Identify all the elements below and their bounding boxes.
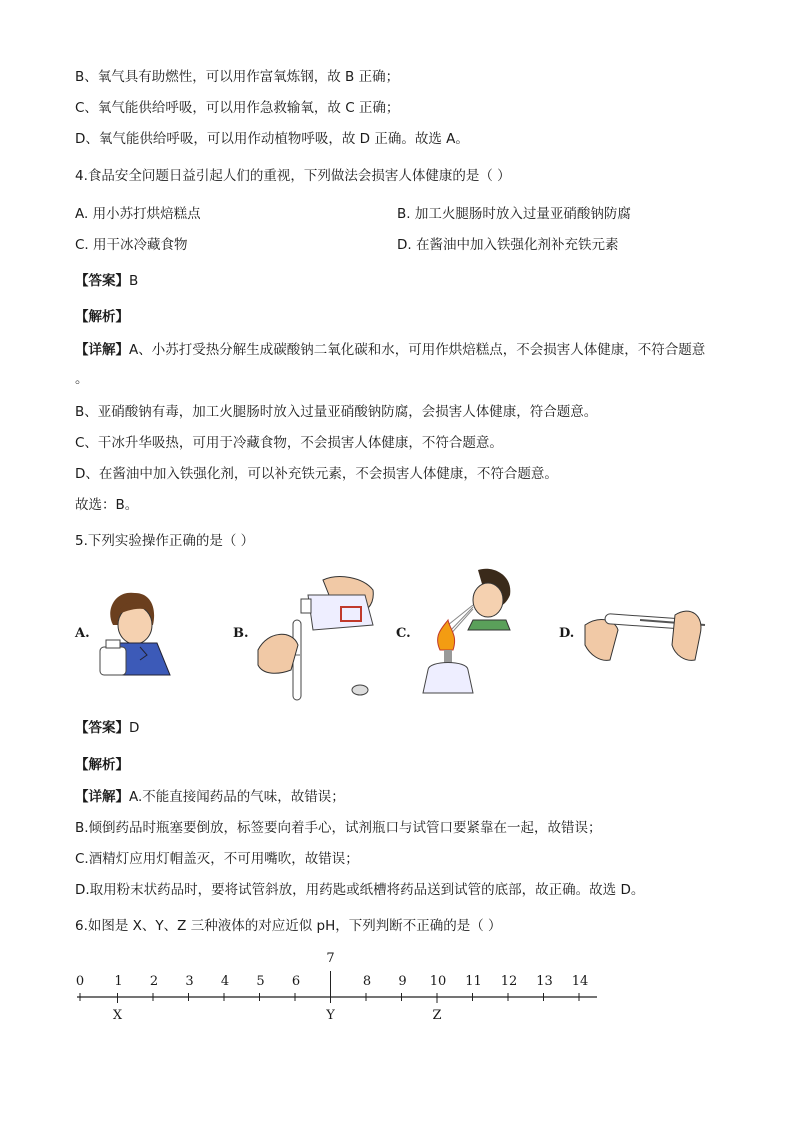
answer-value: D bbox=[129, 720, 140, 736]
detail-line bbox=[75, 341, 705, 359]
answer-value: B bbox=[129, 273, 139, 289]
question-5: 5.下列实验操作正确的是（ ） bbox=[75, 533, 255, 549]
detail-line: B、亚硝酸钠有毒，加工火腿肠时放入过量亚硝酸钠防腐，会损害人体健康，符合题意。 bbox=[75, 404, 598, 420]
option-c: C. 用干冰冷藏食物 bbox=[75, 237, 188, 253]
detail-line: 故选：B。 bbox=[75, 497, 139, 513]
ph-tick-label: 14 bbox=[571, 974, 589, 989]
option-b: B. 加工火腿肠时放入过量亚硝酸钠防腐 bbox=[397, 206, 631, 222]
question-6: 6.如图是 X、Y、Z 三种液体的对应近似 pH，下列判断不正确的是（ ） bbox=[75, 918, 502, 934]
text-line: B、氧气具有助燃性，可以用作富氧炼钢，故 B 正确； bbox=[75, 69, 400, 85]
question-4: 4.食品安全问题日益引起人们的重视，下列做法会损害人体健康的是（ ） bbox=[75, 168, 511, 184]
detail-line: 。 bbox=[75, 371, 89, 387]
ph-tick-label: 12 bbox=[500, 974, 518, 989]
option-a: A. 用小苏打烘焙糕点 bbox=[75, 206, 201, 222]
ph-tick-label: 2 bbox=[149, 974, 159, 989]
detail-text: A、小苏打受热分解生成碳酸钠二氧化碳和水，可用作烘焙糕点，不会损害人体健康，不符合题意 bbox=[129, 342, 706, 358]
image-label-a: A. bbox=[75, 626, 90, 641]
detail-label: 【详解】 bbox=[75, 789, 129, 805]
text-line: D、氧气能供给呼吸，可以用作动植物呼吸，故 D 正确。故选 A。 bbox=[75, 131, 469, 147]
analysis-label: 【解析】 bbox=[75, 757, 129, 773]
blow-lamp-illustration bbox=[418, 565, 518, 700]
ph-tick-label: 4 bbox=[220, 974, 230, 989]
ph-tick-label: 6 bbox=[291, 974, 301, 989]
ph-marker-label: Y bbox=[326, 1008, 335, 1023]
answer-5 bbox=[75, 719, 139, 737]
ph-marker-label: X bbox=[112, 1008, 123, 1023]
ph-marker-label: Z bbox=[432, 1008, 442, 1023]
detail-line: B.倾倒药品时瓶塞要倒放，标签要向着手心，试剂瓶口与试管口要紧靠在一起，故错误； bbox=[75, 820, 602, 836]
ph-tick-label: 3 bbox=[185, 974, 194, 989]
image-label-d: D. bbox=[559, 626, 575, 641]
ph-tick-label: 13 bbox=[536, 974, 553, 989]
image-label-b: B. bbox=[233, 626, 249, 641]
smell-drug-illustration bbox=[95, 585, 175, 680]
image-label-c: C. bbox=[396, 626, 411, 641]
ph-tick-label: 1 bbox=[114, 974, 123, 989]
detail-line: D.取用粉末状药品时，要将试管斜放，用药匙或纸槽将药品送到试管的底部，故正确。故选 D。 bbox=[75, 882, 645, 898]
analysis-label: 【解析】 bbox=[75, 309, 129, 325]
ph-tick-label: 7 bbox=[326, 951, 335, 966]
answer-label: 【答案】 bbox=[75, 273, 129, 289]
ph-tick-label: 5 bbox=[256, 974, 265, 989]
text-line: C、氧气能供给呼吸，可以用作急救输氧，故 C 正确； bbox=[75, 100, 400, 116]
ph-scale-diagram bbox=[0, 940, 794, 1040]
add-powder-illustration bbox=[580, 600, 710, 670]
detail-line bbox=[75, 788, 345, 806]
ph-tick-label: 11 bbox=[465, 974, 482, 989]
detail-line: C、干冰升华吸热，可用于冷藏食物，不会损害人体健康，不符合题意。 bbox=[75, 435, 503, 451]
pour-liquid-illustration bbox=[253, 575, 383, 705]
answer-4 bbox=[75, 272, 138, 290]
detail-line: C.酒精灯应用灯帽盖灭，不可用嘴吹，故错误； bbox=[75, 851, 359, 867]
detail-label: 【详解】 bbox=[75, 342, 129, 358]
ph-tick-label: 0 bbox=[75, 974, 85, 989]
detail-line: D、在酱油中加入铁强化剂，可以补充铁元素，不会损害人体健康，不符合题意。 bbox=[75, 466, 558, 482]
detail-text: A.不能直接闻药品的气味，故错误； bbox=[129, 789, 345, 805]
ph-tick-label: 8 bbox=[362, 974, 372, 989]
ph-tick-label: 10 bbox=[429, 974, 447, 989]
ph-tick-label: 9 bbox=[398, 974, 407, 989]
option-d: D. 在酱油中加入铁强化剂补充铁元素 bbox=[397, 237, 619, 253]
answer-label: 【答案】 bbox=[75, 720, 129, 736]
